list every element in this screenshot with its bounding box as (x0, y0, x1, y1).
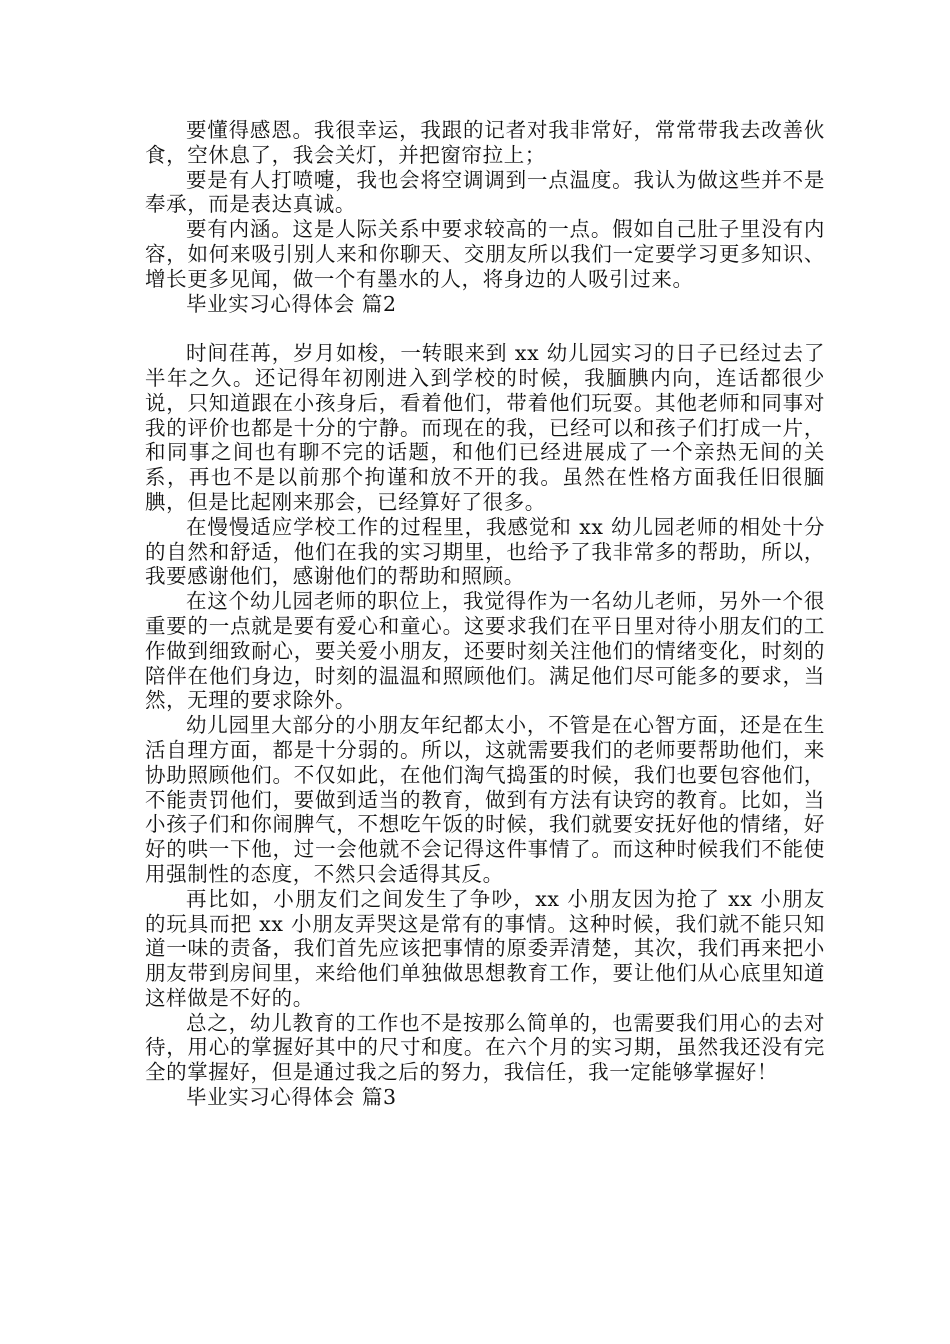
paragraph: 总之，幼儿教育的工作也不是按那么简单的，也需要我们用心的去对待，用心的掌握好其中的尺寸和度。在六个月的实习期，虽然我还没有完全的掌握好，但是通过我之后的努力，我信任，我一定能够掌握好！ (145, 1010, 825, 1085)
paragraph: 在这个幼儿园老师的职位上，我觉得作为一名幼儿老师，另外一个很重要的一点就是要有爱心和童心。这要求我们在平日里对待小朋友们的工作做到细致耐心，要关爱小朋友，还要时刻关注他们的情绪变化，时刻的陪伴在他们身边，时刻的温温和照顾他们。满足他们尽可能多的要求，当然，无理的要求除外。 (145, 589, 825, 713)
section-heading: 毕业实习心得体会 篇3 (186, 1085, 397, 1110)
paragraph: 幼儿园里大部分的小朋友年纪都太小，不管是在心智方面，还是在生活自理方面，都是十分弱的。所以，这就需要我们的老师要帮助他们，来协助照顾他们。不仅如此，在他们淘气捣蛋的时候，我们也要包容他们，不能责罚他们，要做到适当的教育，做到有方法有诀窍的教育。比如，当小孩子们和你闹脾气，不想吃午饭的时候，我们就要安抚好他的情绪，好好的哄一下他，过一会他就不会记得这件事情了。而这种时候我们不能使用强制性的态度，不然只会适得其反。 (145, 713, 825, 886)
blank-line (145, 316, 825, 341)
paragraph: 要懂得感恩。我很幸运，我跟的记者对我非常好，常常带我去改善伙食，空休息了，我会关灯，并把窗帘拉上； (145, 118, 825, 167)
section-heading: 毕业实习心得体会 篇2 (186, 291, 397, 316)
paragraph: 在慢慢适应学校工作的过程里，我感觉和 xx 幼儿园老师的相处十分的自然和舒适，他们在我的实习期里，也给予了我非常多的帮助，所以，我要感谢他们，感谢他们的帮助和照顾。 (145, 514, 825, 589)
paragraph: 时间荏苒，岁月如梭，一转眼来到 xx 幼儿园实习的日子已经过去了半年之久。还记得年初刚进入到学校的时候，我腼腆内向，连话都很少说，只知道跟在小孩身后，看着他们，带着他们玩耍。其他老师和同事对我的评价也都是十分的宁静。而现在的我，已经可以和孩子们打成一片，和同事之间也有聊不完的话题，和他们已经进展成了一个亲热无间的关系，再也不是以前那个拘谨和放不开的我。虽然在性格方面我任旧很腼腆，但是比起刚来那会，已经算好了很多。 (145, 341, 825, 514)
paragraph: 要是有人打喷嚏，我也会将空调调到一点温度。我认为做这些并不是奉承，而是表达真诚。 (145, 167, 825, 217)
document-body (145, 118, 825, 1110)
paragraph: 要有内涵。这是人际关系中要求较高的一点。假如自己肚子里没有内容，如何来吸引别人来和你聊天、交朋友所以我们一定要学习更多知识、增长更多见闻，做一个有墨水的人，将身边的人吸引过来。 (145, 217, 825, 291)
paragraph: 再比如，小朋友们之间发生了争吵，xx 小朋友因为抢了 xx 小朋友的玩具而把 xx 小朋友弄哭这是常有的事情。这种时候，我们就不能只知道一味的责备，我们首先应该把事情的原委弄清楚，其次，我们再来把小朋友带到房间里，来给他们单独做思想教育工作，要让他们从心底里知道这样做是不好的。 (145, 886, 825, 1010)
